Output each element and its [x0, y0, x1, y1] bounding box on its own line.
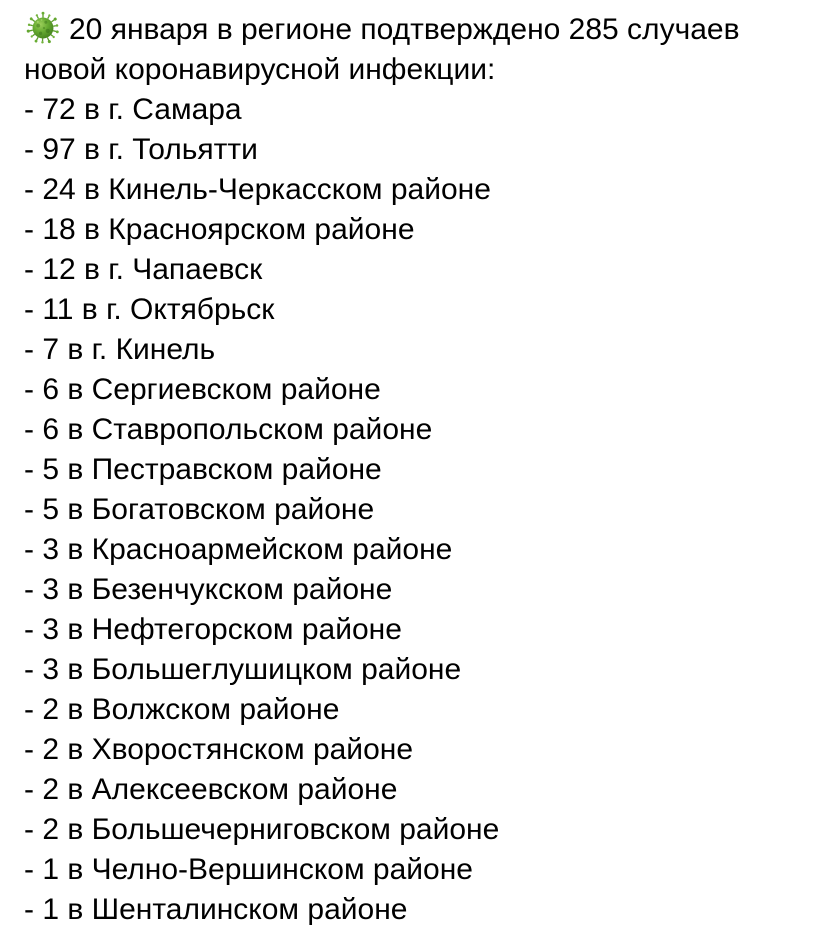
- case-line: - 18 в Красноярском районе: [24, 213, 415, 246]
- case-line: - 5 в Богатовском районе: [24, 493, 375, 526]
- case-line: - 24 в Кинель-Черкасском районе: [24, 173, 491, 206]
- case-line: - 3 в Безенчукском районе: [24, 573, 393, 606]
- header-text-line-1: 20 января в регионе подтверждено 285 случаев: [69, 13, 740, 46]
- case-line: - 2 в Алексеевском районе: [24, 773, 398, 806]
- case-line: - 5 в Пестравском районе: [24, 453, 382, 486]
- post-header-line-1: [24, 9, 812, 50]
- case-line: - 12 в г. Чапаевск: [24, 253, 263, 286]
- case-line: - 7 в г. Кинель: [24, 333, 216, 366]
- case-line: - 11 в г. Октябрьск: [24, 293, 275, 326]
- case-line: - 3 в Красноармейском районе: [24, 533, 453, 566]
- case-line: - 2 в Волжском районе: [24, 693, 340, 726]
- case-line: - 72 в г. Самара: [24, 93, 242, 126]
- case-line: - 3 в Нефтегорском районе: [24, 613, 402, 646]
- case-line: - 97 в г. Тольятти: [24, 133, 258, 166]
- case-line: - 3 в Большеглушицком районе: [24, 653, 462, 686]
- case-line: - 2 в Хворостянском районе: [24, 733, 414, 766]
- case-line: - 2 в Большечерниговском районе: [24, 813, 500, 846]
- case-line: - 1 в Челно-Вершинском районе: [24, 853, 473, 886]
- case-line: - 1 в Шенталинском районе: [24, 893, 408, 926]
- case-line: - 6 в Ставропольском районе: [24, 413, 433, 446]
- post-header-line-2: новой коронавирусной инфекции:: [24, 53, 496, 86]
- microbe-icon: [24, 9, 69, 50]
- case-list: [24, 90, 812, 930]
- case-line: - 6 в Сергиевском районе: [24, 373, 381, 406]
